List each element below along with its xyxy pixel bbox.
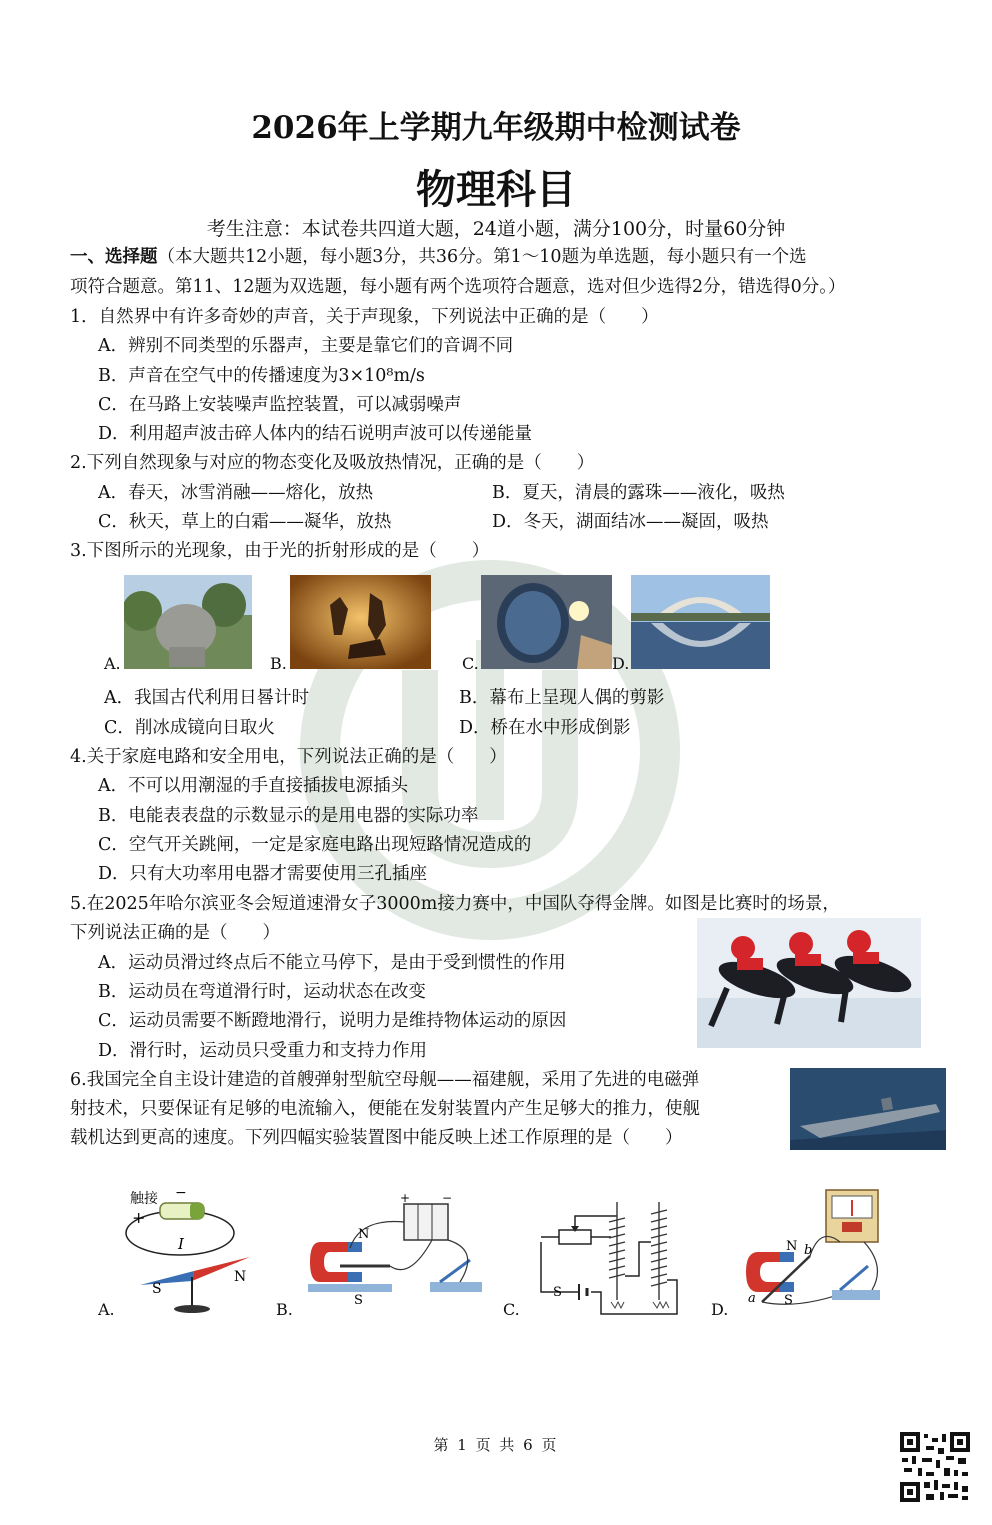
question-3-option-b: B．幕布上呈现人偶的剪影 [459,688,665,708]
section-heading-line [70,245,807,269]
question-2-option-b: B．夏天，清晨的露珠——液化，吸热 [492,483,785,503]
diagram-a-electromagnet-compass [120,1185,270,1317]
question-4-stem: 4.关于家庭电路和安全用电，下列说法正确的是（ ） [70,747,507,767]
diagram-a-s-label: S [152,1281,162,1297]
question-1-option-a: A．辨别不同类型的乐器声，主要是靠它们的音调不同 [98,336,514,356]
diagram-b-s-label: S [354,1293,363,1308]
nail-coil-right-icon [651,1202,667,1300]
exam-notice: 考生注意：本试卷共四道大题，24道小题，满分100分，时量60分钟 [206,218,786,240]
question-4-option-d: D．只有大功率用电器才需要使用三孔插座 [98,864,428,884]
question-1-option-b: B．声音在空气中的传播速度为3×10⁸m/s [98,366,425,386]
question-1-stem: 1．自然界中有许多奇妙的声音，关于声现象，下列说法中正确的是（ ） [70,307,659,327]
question-6-stem-cont2: 载机达到更高的速度。下列四幅实验装置图中能反映上述工作原理的是（ ） [70,1128,683,1148]
diagram-b-motor-experiment [300,1190,490,1310]
question-2-option-d: D．冬天，湖面结冰——凝固，吸热 [492,512,769,532]
question-1-option-c: C．在马路上安装噪声监控装置，可以减弱噪声 [98,395,462,415]
qr-code-icon [900,1432,970,1502]
diagram-d-induction-experiment [740,1186,890,1314]
diagram-b-minus-label: − [442,1191,453,1205]
exam-title: 2026年上学期九年级期中检测试卷 [251,110,741,146]
question-5-option-b: B．运动员在弯道滑行时，运动状态在改变 [98,982,426,1002]
diagram-d-s-label: S [784,1293,793,1308]
question-1-option-d: D．利用超声波击碎人体内的结石说明声波可以传递能量 [98,424,533,444]
q6-label-a: A. [98,1300,115,1319]
question-2-stem: 2.下列自然现象与对应的物态变化及吸放热情况，正确的是（ ） [70,453,595,473]
q3-image-label-a: A. [104,654,121,673]
q6-label-b: B. [276,1300,293,1319]
question-5-option-d: D．滑行时，运动员只受重力和支持力作用 [98,1041,428,1061]
q6-label-d: D. [711,1300,729,1319]
q3-image-label-b: B. [270,654,287,673]
diagram-a-plus-label: + [132,1208,146,1227]
aircraft-carrier-photo [790,1068,946,1150]
question-3-stem: 3.下图所示的光现象，由于光的折射形成的是（ ） [70,541,490,561]
q3-image-label-c: C. [462,654,479,673]
diagram-d-b-label: b [804,1243,813,1258]
q6-label-c: C. [503,1300,520,1319]
question-4-option-c: C．空气开关跳闸，一定是家庭电路出现短路情况造成的 [98,835,532,855]
section-description: （本大题共12小题，每小题3分，共36分。第1～10题为单选题，每小题只有一个选 [157,247,807,267]
q3-image-label-d: D. [612,654,630,673]
diagram-c-s-label: S [553,1285,562,1300]
switch-base-icon [430,1282,482,1292]
rheostat-icon [559,1230,591,1244]
question-5-option-c: C．运动员需要不断蹬地滑行，说明力是维持物体运动的原因 [98,1011,567,1031]
diagram-d-a-label: a [748,1291,756,1306]
question-2-option-a: A．春天，冰雪消融——熔化，放热 [98,483,374,503]
diagram-a-minus-label: − [175,1185,187,1201]
ice-lens-photo [481,575,612,669]
battery-pack-icon [404,1204,448,1240]
diagram-a-touch-label: 触接 [130,1191,158,1207]
compass-needle-s-icon [140,1271,194,1285]
question-4-option-b: B．电能表表盘的示数显示的是用电器的实际功率 [98,806,479,826]
diagram-d-n-label: N [786,1239,798,1254]
diagram-a-current-label: I [178,1235,184,1253]
section-description-cont: 项符合题意。第11、12题为双选题，每小题有两个选项符合题意，选对但少选得2分，错选得0分。） [70,277,846,297]
question-3-option-d: D．桥在水中形成倒影 [459,718,631,738]
question-3-option-a: A．我国古代利用日晷计时 [104,688,310,708]
question-5-stem: 5.在2025年哈尔滨亚冬会短道速滑女子3000m接力赛中，中国队夺得金牌。如图是比赛时的场景， [70,894,840,914]
question-4-option-a: A．不可以用潮湿的手直接插拔电源插头 [98,776,409,796]
shadow-puppet-photo [290,575,431,669]
diagram-a-n-label: N [234,1269,247,1285]
section-heading: 一、选择题 [70,247,158,267]
question-6-stem: 6.我国完全自主设计建造的首艘弹射型航空母舰——福建舰，采用了先进的电磁弹 [70,1070,700,1090]
bridge-reflection-photo [631,575,770,669]
speed-skating-photo [697,918,921,1048]
page-number: 第 1 页 共 6 页 [433,1436,559,1454]
sundial-photo [124,575,252,669]
question-5-option-a: A．运动员滑过终点后不能立马停下，是由于受到惯性的作用 [98,953,566,973]
diagram-b-n-label: N [358,1227,370,1242]
diagram-c-electromagnet-circuit [535,1192,685,1320]
subject-title: 物理科目 [416,166,576,213]
question-5-stem-cont: 下列说法正确的是（ ） [70,923,280,943]
question-2-option-c: C．秋天，草上的白霜——凝华，放热 [98,512,392,532]
switch-base-icon [832,1290,880,1300]
question-3-option-c: C．削冰成镜向日取火 [104,718,275,738]
question-6-stem-cont1: 射技术，只要保证有足够的电流输入，便能在发射装置内产生足够大的推力，使舰 [70,1099,700,1119]
diagram-b-plus-label: + [400,1191,411,1205]
